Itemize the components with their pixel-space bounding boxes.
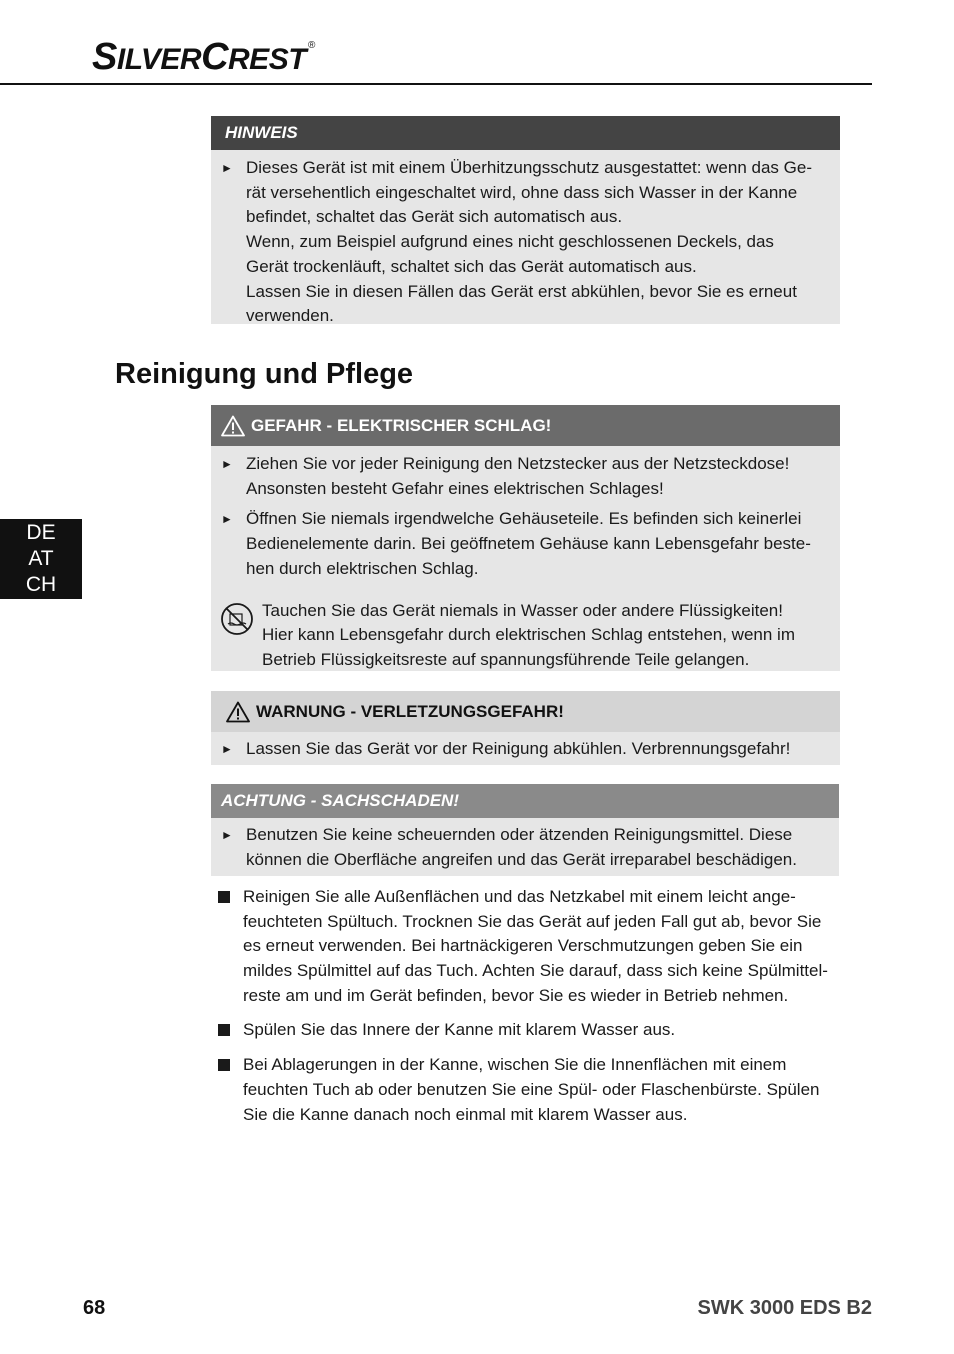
triangle-bullet-icon: ► [221, 742, 233, 756]
gefahr-title: GEFAHR - ELEKTRISCHER SCHLAG! [251, 415, 552, 435]
hinweis-title: HINWEIS [211, 116, 840, 150]
page-number: 68 [83, 1297, 106, 1319]
gefahr-body [211, 446, 840, 671]
header-rule [0, 83, 872, 85]
warning-triangle-icon [221, 415, 245, 437]
list-item: ► Ziehen Sie vor jeder Reinigung den Netzstecker aus der Netzsteckdose! Ansonsten besteht Gefahr eines elektrischen Schlages! [211, 452, 822, 501]
gefahr-box [211, 405, 840, 671]
warnung-box [211, 691, 840, 765]
square-bullet-icon [211, 1018, 243, 1044]
list-item: ► Öffnen Sie niemals irgendwelche Gehäuseteile. Es befinden sich keinerlei Bedienelemente darin. Bei geöffnetem Gehäuse kann Lebensgefahr beste- hen durch elektrischen Schlag. [211, 507, 822, 581]
language-tab [0, 519, 82, 599]
square-bullet-icon [211, 1053, 243, 1127]
brand-logo: SILVERCREST ® [92, 36, 315, 78]
triangle-bullet-icon: ► [221, 512, 233, 527]
triangle-bullet-icon: ► [221, 828, 233, 842]
list-item: Bei Ablagerungen in der Kanne, wischen Sie die Innenflächen mit einem feuchten Tuch ab oder benutzen Sie eine Spül- oder Flaschenbürste. Spülen Sie die Kanne danach noch einmal mit klarem Wasser aus. [211, 1053, 840, 1127]
lang-at: AT [28, 547, 54, 570]
gefahr-header [211, 405, 840, 446]
achtung-title: ACHTUNG - SACHSCHADEN! [211, 784, 839, 818]
achtung-body [211, 818, 839, 876]
triangle-bullet-icon: ► [221, 457, 233, 471]
triangle-bullet-icon: ► [221, 161, 233, 175]
hinweis-body [211, 150, 840, 324]
model-number: SWK 3000 EDS B2 [697, 1297, 872, 1319]
warnung-header [211, 691, 840, 732]
list-item: ► Lassen Sie das Gerät vor der Reinigung abkühlen. Verbrennungsgefahr! [211, 737, 822, 762]
list-item: Spülen Sie das Innere der Kanne mit klarem Wasser aus. [211, 1018, 840, 1044]
achtung-box [211, 784, 839, 876]
warnung-body [211, 732, 840, 765]
water-warning-note: Tauchen Sie das Gerät niemals in Wasser oder andere Flüssigkeiten! Hier kann Lebensgefahr durch elektrischen Schlag entstehen, wenn im Betrieb Flüssigkeitsreste auf spannungsführende Teile gelangen. [211, 599, 822, 673]
section-title: Reinigung und Pflege [115, 358, 414, 390]
list-item: Reinigen Sie alle Außenflächen und das Netzkabel mit einem leicht ange- feuchteten Spültuch. Trocknen Sie das Gerät auf jeden Fall gut ab, bevor Sie es erneut verwenden. Bei hartnäckigeren Verschmutzungen geben Sie ein mildes Spülmittel auf das Tuch. Achten Sie darauf, dass sich keine Spülmittel- reste am und im Gerät befinden, bevor Sie es wieder in Betrieb nehmen. [211, 885, 840, 1009]
lang-ch: CH [25, 573, 57, 596]
cleaning-steps [211, 885, 840, 1137]
lang-de: DE [26, 521, 56, 544]
square-bullet-icon [211, 885, 243, 1009]
no-immersion-icon [220, 602, 254, 636]
list-item: ► Benutzen Sie keine scheuernden oder ätzenden Reinigungsmittel. Diese können die Oberfläche angreifen und das Gerät irreparabel beschädigen. [211, 823, 825, 872]
warning-triangle-icon [226, 701, 250, 723]
warnung-title: WARNUNG - VERLETZUNGSGEFAHR! [256, 701, 564, 721]
hinweis-box [211, 116, 840, 324]
list-item: ► Dieses Gerät ist mit einem Überhitzungsschutz ausgestattet: wenn das Ge- rät versehentlich eingeschaltet wird, ohne dass sich Wasser in der Kanne befindet, schaltet das Gerät sich automatisch aus. Wenn, zum Beispiel aufgrund eines nicht geschlossenen Deckels, das Gerät trockenläuft, schaltet sich das Gerät automatisch aus. Lassen Sie in diesen Fällen das Gerät erst abkühlen, bevor Sie es erneut verwenden. [211, 156, 822, 329]
